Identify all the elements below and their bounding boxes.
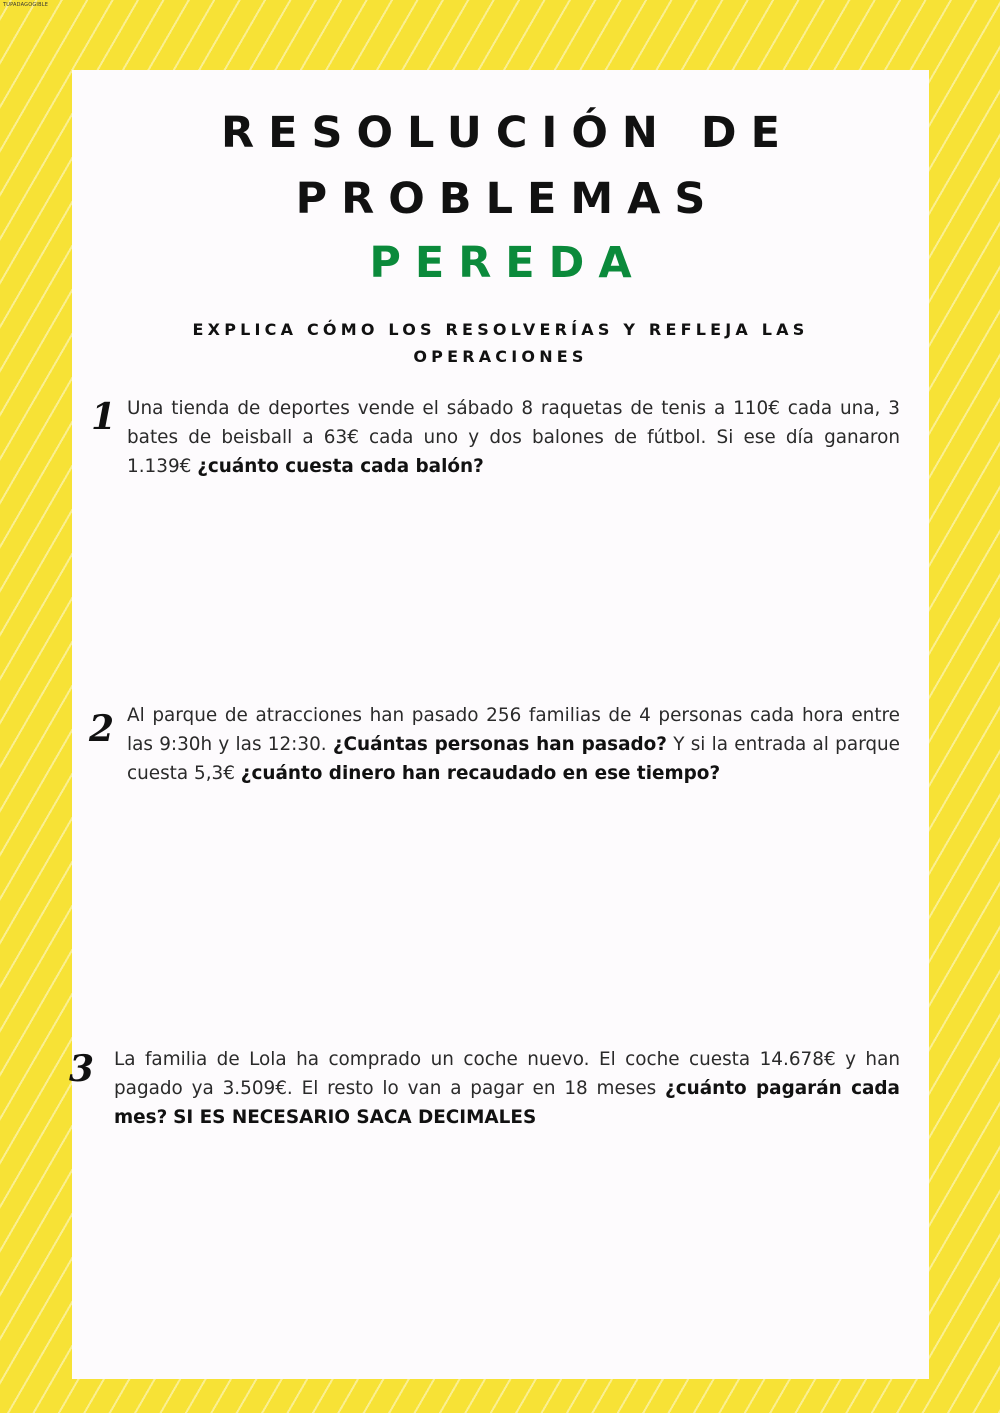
- problem-number: 2: [89, 708, 115, 750]
- problem-statement: Al parque de atracciones han pasado 256 familias de 4 personas cada hora entre las 9:30h y las 12:30.: [127, 705, 900, 755]
- page-title-line1: RESOLUCIÓN DE: [221, 108, 794, 158]
- problem-text: [114, 1045, 900, 1132]
- problem-question: ¿Cuántas personas han pasado?: [332, 734, 667, 755]
- problem-statement: Y si la entrada al parque cuesta 5,3€: [127, 734, 900, 784]
- page-title-line2: PROBLEMAS: [295, 174, 720, 224]
- problem-statement: La familia de Lola ha comprado un coche nuevo. El coche cuesta 14.678€ y han pagado ya 3.509€. El resto lo van a pagar en 18 meses: [114, 1049, 900, 1099]
- watermark: TUPADAGOGIBLE: [3, 2, 49, 8]
- problem-note: SI ES NECESARIO SACA DECIMALES: [173, 1107, 537, 1128]
- problem-question: ¿cuánto pagarán cada mes?: [114, 1078, 900, 1128]
- problem-number: 3: [69, 1048, 95, 1090]
- problem-text: [127, 394, 900, 481]
- problem-question: ¿cuánto cuesta cada balón?: [197, 456, 484, 477]
- school-name: PEREDA: [369, 238, 646, 288]
- problem-question: ¿cuánto dinero han recaudado en ese tiempo?: [240, 763, 721, 784]
- instructions: EXPLICA CÓMO LOS RESOLVERÍAS Y REFLEJA LAS OPERACIONES: [192, 320, 809, 366]
- problem-statement: Una tienda de deportes vende el sábado 8 raquetas de tenis a 110€ cada una, 3 bates de beisball a 63€ cada uno y dos balones de fútbol. Si ese día ganaron 1.139€: [127, 398, 900, 477]
- problem-text: [127, 701, 900, 788]
- problem-number: 1: [91, 396, 117, 438]
- worksheet: [69, 70, 929, 1379]
